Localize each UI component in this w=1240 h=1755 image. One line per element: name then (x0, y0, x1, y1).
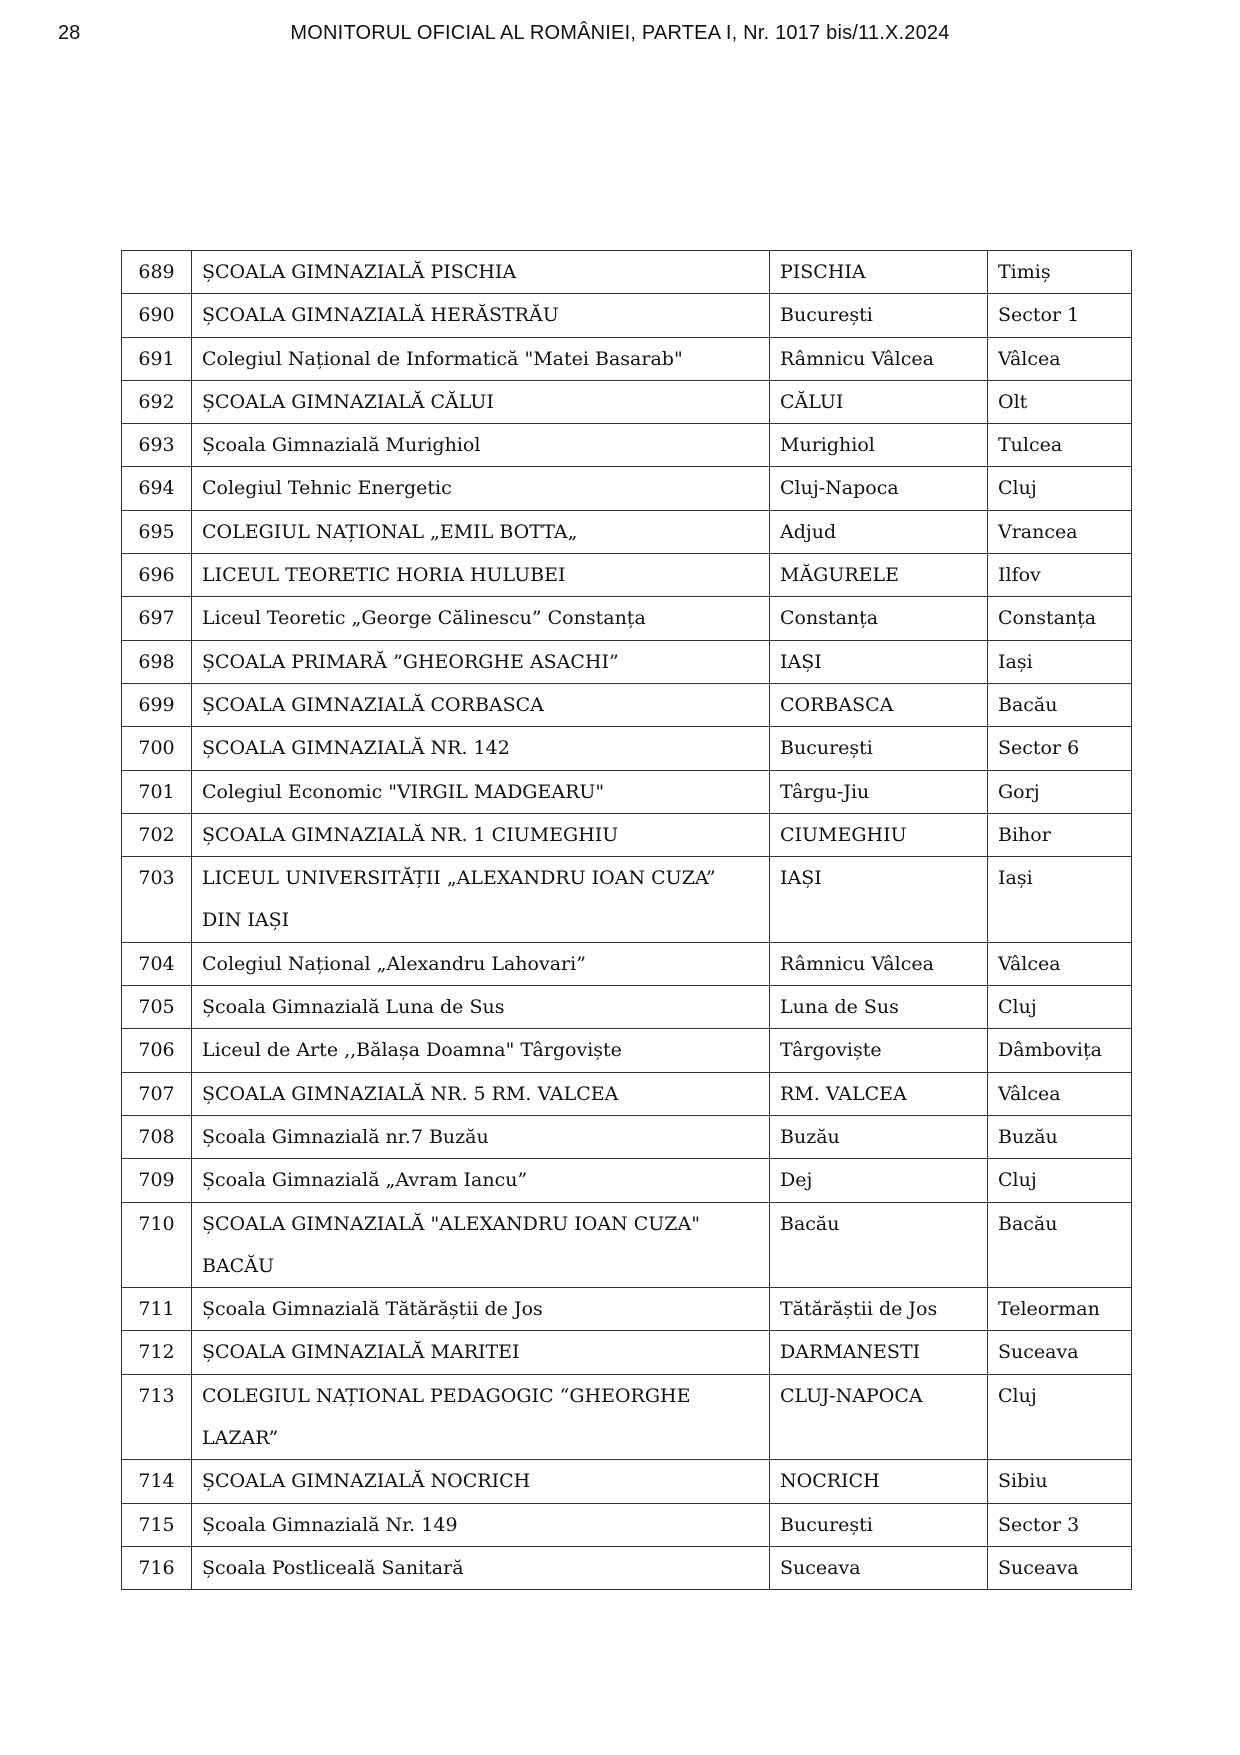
table-row (122, 424, 1132, 467)
table-row (122, 813, 1132, 856)
county: Iași (988, 640, 1132, 683)
locality: Adjud (770, 510, 988, 553)
row-number: 711 (122, 1288, 192, 1331)
school-name: COLEGIUL NAȚIONAL PEDAGOGIC “GHEORGHE LAZAR” (192, 1374, 770, 1460)
locality: IAȘI (770, 640, 988, 683)
schools-table (121, 250, 1132, 1590)
locality: PISCHIA (770, 251, 988, 294)
county: Vâlcea (988, 942, 1132, 985)
school-name: Școala Gimnazială Tătărăștii de Jos (192, 1288, 770, 1331)
locality: Buzău (770, 1115, 988, 1158)
school-name: Școala Gimnazială nr.7 Buzău (192, 1115, 770, 1158)
table-row (122, 683, 1132, 726)
county: Sibiu (988, 1460, 1132, 1503)
county: Suceava (988, 1331, 1132, 1374)
row-number: 697 (122, 597, 192, 640)
locality: Târgu-Jiu (770, 770, 988, 813)
county: Gorj (988, 770, 1132, 813)
table-row (122, 857, 1132, 943)
school-name: ȘCOALA GIMNAZIALĂ NR. 1 CIUMEGHIU (192, 813, 770, 856)
county: Tulcea (988, 424, 1132, 467)
row-number: 713 (122, 1374, 192, 1460)
locality: București (770, 294, 988, 337)
locality: Suceava (770, 1546, 988, 1589)
row-number: 694 (122, 467, 192, 510)
county: Bacău (988, 683, 1132, 726)
locality: CĂLUI (770, 380, 988, 423)
school-name: Colegiul Național de Informatică "Matei Basarab" (192, 337, 770, 380)
county: Vâlcea (988, 337, 1132, 380)
row-number: 695 (122, 510, 192, 553)
row-number: 710 (122, 1202, 192, 1288)
row-number: 708 (122, 1115, 192, 1158)
school-name: ȘCOALA GIMNAZIALĂ NR. 142 (192, 727, 770, 770)
locality: Constanța (770, 597, 988, 640)
table-row (122, 251, 1132, 294)
table-row (122, 1159, 1132, 1202)
row-number: 699 (122, 683, 192, 726)
row-number: 700 (122, 727, 192, 770)
table-row (122, 597, 1132, 640)
row-number: 701 (122, 770, 192, 813)
locality: NOCRICH (770, 1460, 988, 1503)
locality: Târgoviște (770, 1029, 988, 1072)
school-name: Școala Gimnazială Murighiol (192, 424, 770, 467)
county: Bacău (988, 1202, 1132, 1288)
school-name: ȘCOALA GIMNAZIALĂ CĂLUI (192, 380, 770, 423)
locality: București (770, 727, 988, 770)
school-name: LICEUL UNIVERSITĂȚII „ALEXANDRU IOAN CUZA” DIN IAȘI (192, 857, 770, 943)
table-row (122, 467, 1132, 510)
table-row (122, 1115, 1132, 1158)
school-name: Școala Gimnazială „Avram Iancu” (192, 1159, 770, 1202)
table-row (122, 727, 1132, 770)
county: Constanța (988, 597, 1132, 640)
county: Cluj (988, 1159, 1132, 1202)
county: Cluj (988, 467, 1132, 510)
school-name: Liceul Teoretic „George Călinescu” Constanța (192, 597, 770, 640)
school-name: Liceul de Arte ,,Bălașa Doamna" Târgoviște (192, 1029, 770, 1072)
school-name: COLEGIUL NAȚIONAL „EMIL BOTTA„ (192, 510, 770, 553)
county: Vâlcea (988, 1072, 1132, 1115)
table-row (122, 1503, 1132, 1546)
locality: Râmnicu Vâlcea (770, 942, 988, 985)
school-name: Școala Postliceală Sanitară (192, 1546, 770, 1589)
locality: MĂGURELE (770, 554, 988, 597)
table-row (122, 1374, 1132, 1460)
row-number: 698 (122, 640, 192, 683)
row-number: 690 (122, 294, 192, 337)
table-row (122, 770, 1132, 813)
county: Sector 3 (988, 1503, 1132, 1546)
county: Timiș (988, 251, 1132, 294)
county: Suceava (988, 1546, 1132, 1589)
locality: Râmnicu Vâlcea (770, 337, 988, 380)
locality: Luna de Sus (770, 986, 988, 1029)
county: Bihor (988, 813, 1132, 856)
table-row (122, 942, 1132, 985)
county: Cluj (988, 1374, 1132, 1460)
row-number: 704 (122, 942, 192, 985)
locality: Murighiol (770, 424, 988, 467)
school-name: ȘCOALA GIMNAZIALĂ NOCRICH (192, 1460, 770, 1503)
county: Iași (988, 857, 1132, 943)
county: Olt (988, 380, 1132, 423)
row-number: 702 (122, 813, 192, 856)
school-name: ȘCOALA GIMNAZIALĂ NR. 5 RM. VALCEA (192, 1072, 770, 1115)
row-number: 693 (122, 424, 192, 467)
table-row (122, 1072, 1132, 1115)
locality: IAȘI (770, 857, 988, 943)
school-name: ȘCOALA GIMNAZIALĂ PISCHIA (192, 251, 770, 294)
row-number: 709 (122, 1159, 192, 1202)
county: Teleorman (988, 1288, 1132, 1331)
row-number: 692 (122, 380, 192, 423)
county: Sector 1 (988, 294, 1132, 337)
school-name: ȘCOALA GIMNAZIALĂ MARITEI (192, 1331, 770, 1374)
school-name: ȘCOALA GIMNAZIALĂ "ALEXANDRU IOAN CUZA" BACĂU (192, 1202, 770, 1288)
school-name: ȘCOALA GIMNAZIALĂ HERĂSTRĂU (192, 294, 770, 337)
table-row (122, 640, 1132, 683)
table-row (122, 986, 1132, 1029)
row-number: 706 (122, 1029, 192, 1072)
table-row (122, 294, 1132, 337)
table-row (122, 380, 1132, 423)
row-number: 707 (122, 1072, 192, 1115)
table-row (122, 1331, 1132, 1374)
school-name: Școala Gimnazială Nr. 149 (192, 1503, 770, 1546)
row-number: 715 (122, 1503, 192, 1546)
table-row (122, 510, 1132, 553)
school-name: Colegiul Economic "VIRGIL MADGEARU" (192, 770, 770, 813)
locality: București (770, 1503, 988, 1546)
county: Buzău (988, 1115, 1132, 1158)
locality: RM. VALCEA (770, 1072, 988, 1115)
table-row (122, 1460, 1132, 1503)
school-name: ȘCOALA GIMNAZIALĂ CORBASCA (192, 683, 770, 726)
locality: CORBASCA (770, 683, 988, 726)
row-number: 712 (122, 1331, 192, 1374)
school-name: Colegiul Tehnic Energetic (192, 467, 770, 510)
row-number: 703 (122, 857, 192, 943)
locality: Bacău (770, 1202, 988, 1288)
table-row (122, 1546, 1132, 1589)
row-number: 691 (122, 337, 192, 380)
locality: DARMANESTI (770, 1331, 988, 1374)
row-number: 716 (122, 1546, 192, 1589)
locality: CLUJ-NAPOCA (770, 1374, 988, 1460)
table-row (122, 1202, 1132, 1288)
locality: Dej (770, 1159, 988, 1202)
school-name: Colegiul Național „Alexandru Lahovari” (192, 942, 770, 985)
locality: CIUMEGHIU (770, 813, 988, 856)
county: Sector 6 (988, 727, 1132, 770)
publication-header: MONITORUL OFICIAL AL ROMÂNIEI, PARTEA I, Nr. 1017 bis/11.X.2024 (290, 22, 950, 44)
table-row (122, 1288, 1132, 1331)
row-number: 714 (122, 1460, 192, 1503)
table-row (122, 337, 1132, 380)
county: Vrancea (988, 510, 1132, 553)
county: Dâmbovița (988, 1029, 1132, 1072)
row-number: 705 (122, 986, 192, 1029)
county: Ilfov (988, 554, 1132, 597)
page-number: 28 (58, 22, 81, 44)
school-name: ȘCOALA PRIMARĂ ”GHEORGHE ASACHI” (192, 640, 770, 683)
row-number: 696 (122, 554, 192, 597)
school-name: LICEUL TEORETIC HORIA HULUBEI (192, 554, 770, 597)
locality: Tătărăștii de Jos (770, 1288, 988, 1331)
table-row (122, 554, 1132, 597)
locality: Cluj-Napoca (770, 467, 988, 510)
table-row (122, 1029, 1132, 1072)
schools-table-body (122, 251, 1132, 1590)
school-name: Școala Gimnazială Luna de Sus (192, 986, 770, 1029)
row-number: 689 (122, 251, 192, 294)
county: Cluj (988, 986, 1132, 1029)
